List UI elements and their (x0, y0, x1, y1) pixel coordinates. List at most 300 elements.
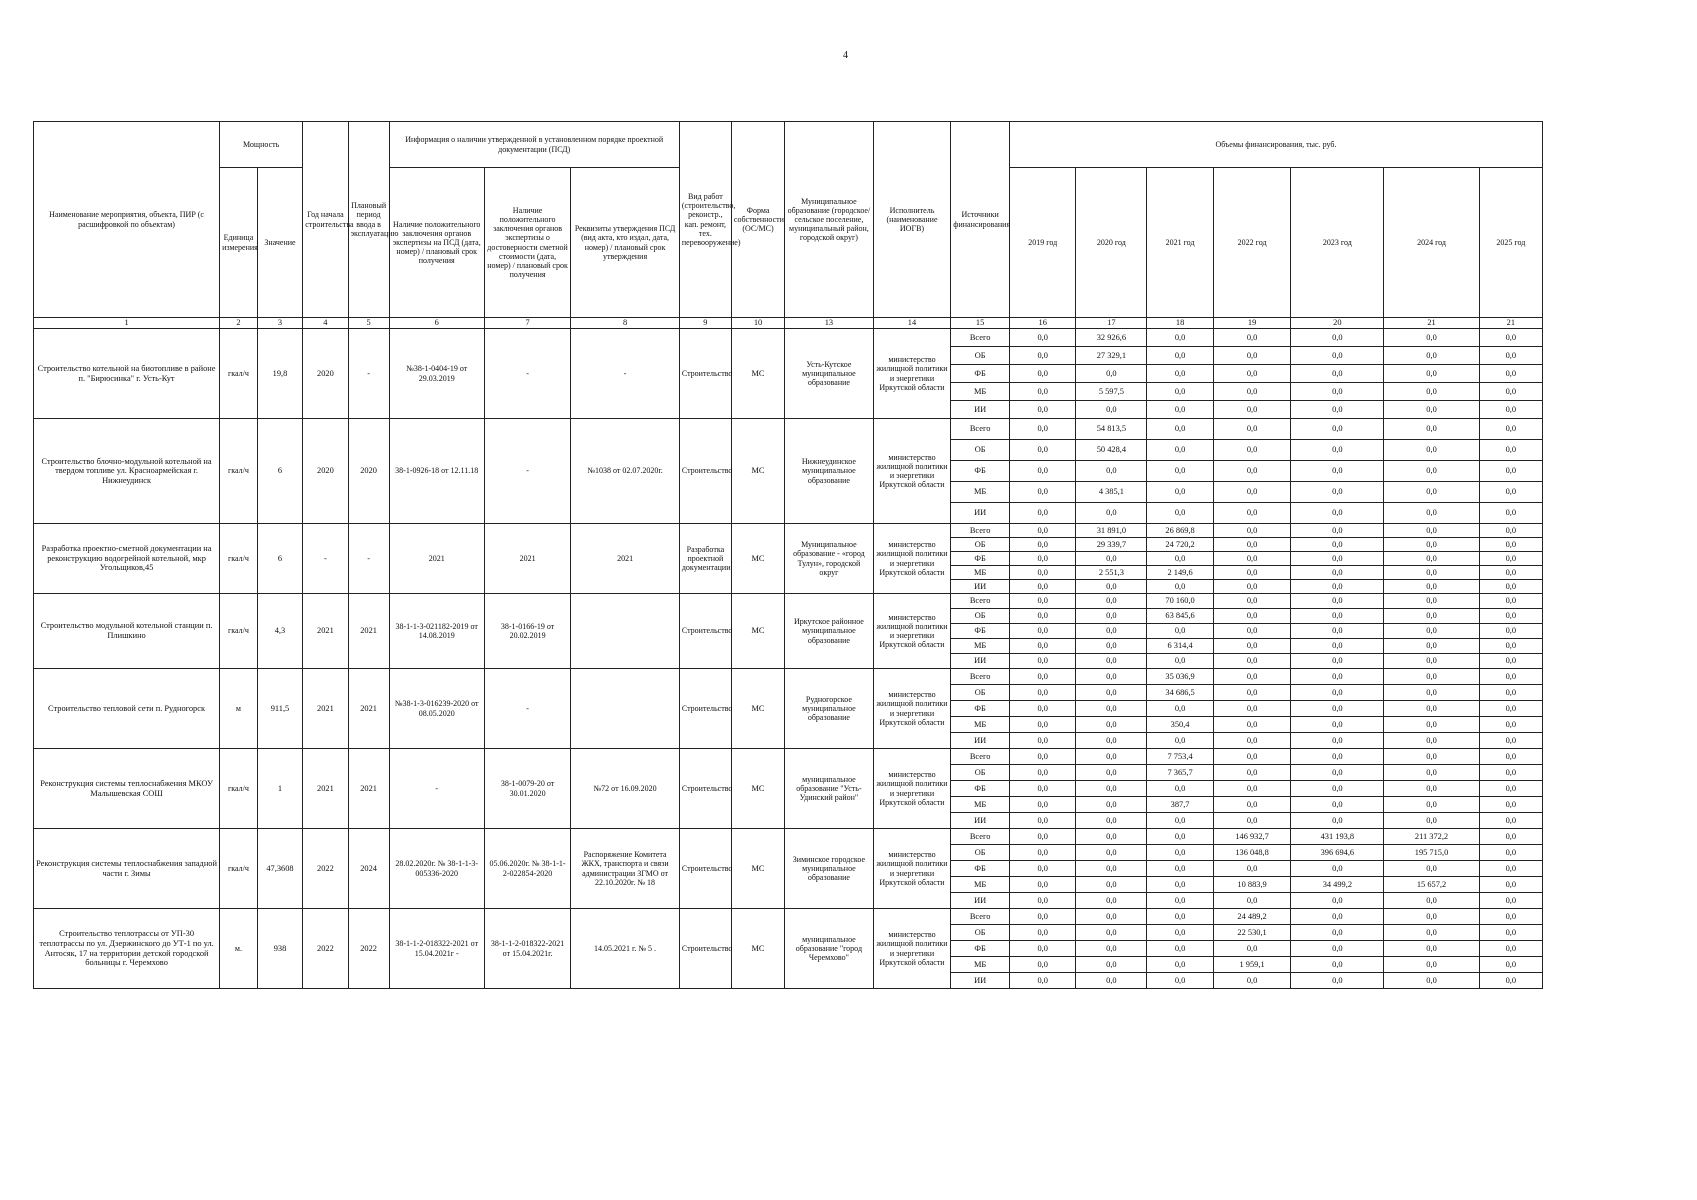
amount-cell: 0,0 (1147, 419, 1213, 440)
header-psd-expertise: Наличие положительного заключения органов экспертизы на ПСД (дата, номер) / плановый срок получения (389, 168, 484, 318)
amount-cell: 0,0 (1147, 861, 1213, 877)
amount-cell: 0,0 (1479, 580, 1542, 594)
amount-cell: 34 499,2 (1291, 877, 1384, 893)
amount-cell: 0,0 (1009, 329, 1075, 347)
value-cell: 6 (257, 419, 302, 524)
amount-cell: 0,0 (1009, 609, 1075, 624)
table-row (34, 524, 1543, 538)
start-year-cell: 2021 (303, 749, 348, 829)
amount-cell: 0,0 (1147, 401, 1213, 419)
amount-cell: 0,0 (1291, 973, 1384, 989)
source-cell: ОБ (951, 925, 1010, 941)
header-name: Наименование мероприятия, объекта, ПИР (с расшифровкой по объектам) (34, 122, 220, 318)
source-cell: ОБ (951, 538, 1010, 552)
amount-cell: 0,0 (1291, 594, 1384, 609)
amount-cell: 0,0 (1479, 347, 1542, 365)
amount-cell: 0,0 (1076, 941, 1147, 957)
amount-cell: 24 489,2 (1213, 909, 1291, 925)
start-year-cell: 2021 (303, 594, 348, 669)
amount-cell: 0,0 (1213, 893, 1291, 909)
column-number: 10 (731, 318, 784, 329)
amount-cell: 0,0 (1009, 440, 1075, 461)
source-cell: ИИ (951, 813, 1010, 829)
header-work-type: Вид работ (строительство, реконстр., кап. ремонт, тех. перевооружение) (679, 122, 731, 318)
amount-cell: 63 845,6 (1147, 609, 1213, 624)
amount-cell: 0,0 (1291, 383, 1384, 401)
amount-cell: 0,0 (1213, 973, 1291, 989)
table-row (34, 669, 1543, 685)
source-cell: МБ (951, 877, 1010, 893)
source-cell: Всего (951, 419, 1010, 440)
amount-cell: 0,0 (1384, 401, 1479, 419)
amount-cell: 0,0 (1147, 365, 1213, 383)
amount-cell: 0,0 (1291, 733, 1384, 749)
amount-cell: 0,0 (1213, 329, 1291, 347)
column-number: 16 (1009, 318, 1075, 329)
amount-cell: 0,0 (1479, 654, 1542, 669)
psd-expertise-cell: 38-1-1-2-018322-2021 от 15.04.2021г - (389, 909, 484, 989)
amount-cell: 211 372,2 (1384, 829, 1479, 845)
amount-cell: 0,0 (1009, 503, 1075, 524)
amount-cell: 0,0 (1291, 765, 1384, 781)
psd-reliability-cell: 2021 (484, 524, 570, 594)
municipality-cell: муниципальное образование "город Черемхово" (785, 909, 874, 989)
amount-cell: 0,0 (1384, 861, 1479, 877)
amount-cell: 0,0 (1076, 685, 1147, 701)
source-cell: Всего (951, 749, 1010, 765)
amount-cell: 0,0 (1009, 877, 1075, 893)
amount-cell: 0,0 (1213, 797, 1291, 813)
amount-cell: 0,0 (1291, 538, 1384, 552)
amount-cell: 0,0 (1213, 552, 1291, 566)
source-cell: ИИ (951, 893, 1010, 909)
source-cell: Всего (951, 524, 1010, 538)
source-cell: Всего (951, 594, 1010, 609)
amount-cell: 0,0 (1479, 401, 1542, 419)
amount-cell: 0,0 (1384, 503, 1479, 524)
amount-cell: 0,0 (1147, 503, 1213, 524)
source-cell: ФБ (951, 781, 1010, 797)
psd-expertise-cell: 38-1-1-3-021182-2019 от 14.08.2019 (389, 594, 484, 669)
amount-cell: 0,0 (1384, 781, 1479, 797)
ownership-cell: МС (731, 594, 784, 669)
header-planned-year: Плановый период ввода в эксплуатацию (348, 122, 389, 318)
amount-cell: 396 694,6 (1291, 845, 1384, 861)
project-name: Реконструкция системы теплоснабжения МКОУ Малышевская СОШ (34, 749, 220, 829)
psd-expertise-cell: №38-1-3-016239-2020 от 08.05.2020 (389, 669, 484, 749)
column-number: 15 (951, 318, 1010, 329)
amount-cell: 4 385,1 (1076, 482, 1147, 503)
ownership-cell: МС (731, 524, 784, 594)
header-sources: Источники финансирования (951, 122, 1010, 318)
amount-cell: 0,0 (1147, 329, 1213, 347)
amount-cell: 0,0 (1479, 861, 1542, 877)
unit-cell: гкал/ч (220, 329, 258, 419)
amount-cell: 0,0 (1479, 685, 1542, 701)
amount-cell: 10 883,9 (1213, 877, 1291, 893)
source-cell: МБ (951, 566, 1010, 580)
amount-cell: 7 365,7 (1147, 765, 1213, 781)
work-type-cell: Строительство (679, 419, 731, 524)
amount-cell: 0,0 (1147, 733, 1213, 749)
amount-cell: 0,0 (1384, 669, 1479, 685)
amount-cell: 0,0 (1479, 941, 1542, 957)
amount-cell: 0,0 (1076, 781, 1147, 797)
source-cell: ФБ (951, 461, 1010, 482)
source-cell: МБ (951, 639, 1010, 654)
amount-cell: 0,0 (1384, 365, 1479, 383)
amount-cell: 0,0 (1076, 552, 1147, 566)
amount-cell: 0,0 (1213, 654, 1291, 669)
amount-cell: 0,0 (1076, 654, 1147, 669)
amount-cell: 0,0 (1076, 749, 1147, 765)
amount-cell: 0,0 (1009, 654, 1075, 669)
source-cell: ОБ (951, 685, 1010, 701)
municipality-cell: Усть-Кутское муниципальное образование (785, 329, 874, 419)
amount-cell: 0,0 (1076, 845, 1147, 861)
amount-cell: 0,0 (1384, 538, 1479, 552)
amount-cell: 0,0 (1213, 538, 1291, 552)
amount-cell: 0,0 (1291, 639, 1384, 654)
amount-cell: 0,0 (1291, 861, 1384, 877)
amount-cell: 0,0 (1009, 461, 1075, 482)
amount-cell: 0,0 (1213, 482, 1291, 503)
amount-cell: 0,0 (1076, 765, 1147, 781)
amount-cell: 0,0 (1291, 347, 1384, 365)
table-row (34, 749, 1543, 765)
amount-cell: 0,0 (1479, 765, 1542, 781)
ownership-cell: МС (731, 329, 784, 419)
header-year: 2025 год (1479, 168, 1542, 318)
source-cell: ИИ (951, 401, 1010, 419)
psd-reliability-cell: - (484, 329, 570, 419)
header-psd: Информация о наличии утвержденной в установленном порядке проектной документации (ПСД) (389, 122, 679, 168)
amount-cell: 0,0 (1384, 797, 1479, 813)
unit-cell: гкал/ч (220, 594, 258, 669)
amount-cell: 0,0 (1479, 639, 1542, 654)
amount-cell: 0,0 (1213, 624, 1291, 639)
amount-cell: 32 926,6 (1076, 329, 1147, 347)
amount-cell: 0,0 (1479, 909, 1542, 925)
project-name: Строительство теплотрассы от УП-30 теплотрассы по ул. Дзержинского до УТ-1 по ул. Антосяк, 17 на территории детской городской больницы г. Черемхово (34, 909, 220, 989)
amount-cell: 0,0 (1009, 538, 1075, 552)
amount-cell: 0,0 (1009, 797, 1075, 813)
work-type-cell: Строительство (679, 829, 731, 909)
amount-cell: 0,0 (1147, 941, 1213, 957)
amount-cell: 0,0 (1009, 733, 1075, 749)
amount-cell: 0,0 (1479, 594, 1542, 609)
amount-cell: 0,0 (1384, 654, 1479, 669)
source-cell: Всего (951, 909, 1010, 925)
amount-cell: 0,0 (1291, 503, 1384, 524)
amount-cell: 0,0 (1291, 701, 1384, 717)
psd-reliability-cell: 38-1-1-2-018322-2021 от 15.04.2021г. (484, 909, 570, 989)
amount-cell: 0,0 (1384, 609, 1479, 624)
source-cell: ИИ (951, 654, 1010, 669)
amount-cell: 0,0 (1147, 973, 1213, 989)
amount-cell: 0,0 (1291, 749, 1384, 765)
psd-approval-cell: Распоряжение Комитета ЖКХ, транспорта и связи администрации ЗГМО от 22.10.2020г. № 18 (571, 829, 680, 909)
project-name: Строительство модульной котельной станции п. Плишкино (34, 594, 220, 669)
amount-cell: 0,0 (1009, 781, 1075, 797)
amount-cell: 0,0 (1384, 701, 1479, 717)
funding-table (33, 121, 1543, 989)
work-type-cell: Разработка проектной документации (679, 524, 731, 594)
amount-cell: 6 314,4 (1147, 639, 1213, 654)
column-number: 1 (34, 318, 220, 329)
amount-cell: 0,0 (1147, 482, 1213, 503)
header-ownership: Форма собственности (ОС/МС) (731, 122, 784, 318)
amount-cell: 0,0 (1479, 552, 1542, 566)
amount-cell: 387,7 (1147, 797, 1213, 813)
amount-cell: 0,0 (1009, 624, 1075, 639)
planned-year-cell: 2020 (348, 419, 389, 524)
amount-cell: 0,0 (1009, 482, 1075, 503)
amount-cell: 0,0 (1479, 877, 1542, 893)
amount-cell: 0,0 (1147, 383, 1213, 401)
header-year: 2024 год (1384, 168, 1479, 318)
psd-expertise-cell: 28.02.2020г. № 38-1-1-3-005336-2020 (389, 829, 484, 909)
amount-cell: 0,0 (1076, 669, 1147, 685)
amount-cell: 0,0 (1479, 419, 1542, 440)
amount-cell: 0,0 (1384, 749, 1479, 765)
amount-cell: 70 160,0 (1147, 594, 1213, 609)
amount-cell: 31 891,0 (1076, 524, 1147, 538)
amount-cell: 0,0 (1213, 861, 1291, 877)
amount-cell: 0,0 (1384, 909, 1479, 925)
amount-cell: 0,0 (1291, 797, 1384, 813)
amount-cell: 0,0 (1291, 461, 1384, 482)
amount-cell: 0,0 (1147, 829, 1213, 845)
planned-year-cell: - (348, 329, 389, 419)
amount-cell: 0,0 (1479, 609, 1542, 624)
amount-cell: 0,0 (1384, 624, 1479, 639)
amount-cell: 1 959,1 (1213, 957, 1291, 973)
amount-cell: 0,0 (1076, 503, 1147, 524)
amount-cell: 0,0 (1076, 717, 1147, 733)
table-body (34, 329, 1543, 989)
amount-cell: 0,0 (1009, 347, 1075, 365)
psd-expertise-cell: №38-1-0404-19 от 29.03.2019 (389, 329, 484, 419)
psd-approval-cell: 2021 (571, 524, 680, 594)
amount-cell: 0,0 (1009, 639, 1075, 654)
column-number: 18 (1147, 318, 1213, 329)
psd-expertise-cell: 38-1-0926-18 от 12.11.18 (389, 419, 484, 524)
amount-cell: 0,0 (1291, 669, 1384, 685)
amount-cell: 0,0 (1213, 580, 1291, 594)
amount-cell: 0,0 (1076, 957, 1147, 973)
work-type-cell: Строительство (679, 669, 731, 749)
header-unit: Единица измерения (220, 168, 258, 318)
source-cell: МБ (951, 797, 1010, 813)
unit-cell: гкал/ч (220, 829, 258, 909)
amount-cell: 0,0 (1076, 609, 1147, 624)
start-year-cell: 2022 (303, 829, 348, 909)
amount-cell: 0,0 (1213, 781, 1291, 797)
work-type-cell: Строительство (679, 329, 731, 419)
amount-cell: 0,0 (1147, 624, 1213, 639)
source-cell: ОБ (951, 845, 1010, 861)
municipality-cell: Зиминское городское муниципальное образование (785, 829, 874, 909)
amount-cell: 0,0 (1479, 365, 1542, 383)
amount-cell: 0,0 (1076, 401, 1147, 419)
amount-cell: 0,0 (1009, 552, 1075, 566)
column-number: 17 (1076, 318, 1147, 329)
amount-cell: 0,0 (1479, 461, 1542, 482)
amount-cell: 0,0 (1213, 566, 1291, 580)
column-number: 19 (1213, 318, 1291, 329)
psd-reliability-cell: - (484, 419, 570, 524)
amount-cell: 136 048,8 (1213, 845, 1291, 861)
amount-cell: 0,0 (1076, 701, 1147, 717)
municipality-cell: Рудногорское муниципальное образование (785, 669, 874, 749)
amount-cell: 50 428,4 (1076, 440, 1147, 461)
amount-cell: 0,0 (1291, 717, 1384, 733)
amount-cell: 0,0 (1009, 401, 1075, 419)
amount-cell: 146 932,7 (1213, 829, 1291, 845)
amount-cell: 0,0 (1076, 594, 1147, 609)
column-number: 21 (1384, 318, 1479, 329)
amount-cell: 0,0 (1009, 829, 1075, 845)
amount-cell: 0,0 (1479, 701, 1542, 717)
amount-cell: 7 753,4 (1147, 749, 1213, 765)
amount-cell: 0,0 (1147, 893, 1213, 909)
amount-cell: 0,0 (1479, 973, 1542, 989)
amount-cell: 0,0 (1213, 749, 1291, 765)
amount-cell: 0,0 (1291, 685, 1384, 701)
source-cell: ОБ (951, 347, 1010, 365)
project-name: Строительство блочно-модульной котельной на твердом топливе ул. Красноармейская г. Нижнеудинск (34, 419, 220, 524)
project-name: Реконструкция системы теплоснабжения западной части г. Зимы (34, 829, 220, 909)
amount-cell: 0,0 (1479, 624, 1542, 639)
value-cell: 19,8 (257, 329, 302, 419)
psd-reliability-cell: 38-1-0166-19 от 20.02.2019 (484, 594, 570, 669)
ownership-cell: МС (731, 749, 784, 829)
amount-cell: 0,0 (1076, 733, 1147, 749)
amount-cell: 0,0 (1291, 781, 1384, 797)
table-header (34, 122, 1543, 329)
amount-cell: 0,0 (1076, 797, 1147, 813)
amount-cell: 0,0 (1213, 685, 1291, 701)
work-type-cell: Строительство (679, 749, 731, 829)
amount-cell: 0,0 (1384, 524, 1479, 538)
ownership-cell: МС (731, 669, 784, 749)
source-cell: ИИ (951, 503, 1010, 524)
amount-cell: 0,0 (1213, 461, 1291, 482)
source-cell: ФБ (951, 701, 1010, 717)
amount-cell: 0,0 (1384, 639, 1479, 654)
psd-approval-cell (571, 669, 680, 749)
header-year: 2021 год (1147, 168, 1213, 318)
header-year: 2022 год (1213, 168, 1291, 318)
column-number-row (34, 318, 1543, 329)
amount-cell: 0,0 (1147, 781, 1213, 797)
amount-cell: 0,0 (1291, 440, 1384, 461)
amount-cell: 0,0 (1479, 893, 1542, 909)
amount-cell: 0,0 (1076, 580, 1147, 594)
table-row (34, 829, 1543, 845)
source-cell: Всего (951, 829, 1010, 845)
source-cell: Всего (951, 669, 1010, 685)
amount-cell: 0,0 (1213, 419, 1291, 440)
psd-approval-cell: - (571, 329, 680, 419)
amount-cell: 0,0 (1147, 925, 1213, 941)
amount-cell: 0,0 (1147, 580, 1213, 594)
amount-cell: 22 530,1 (1213, 925, 1291, 941)
amount-cell: 0,0 (1384, 419, 1479, 440)
unit-cell: гкал/ч (220, 419, 258, 524)
amount-cell: 0,0 (1384, 594, 1479, 609)
amount-cell: 34 686,5 (1147, 685, 1213, 701)
work-type-cell: Строительство (679, 594, 731, 669)
amount-cell: 0,0 (1384, 347, 1479, 365)
amount-cell: 0,0 (1291, 580, 1384, 594)
amount-cell: 0,0 (1009, 717, 1075, 733)
source-cell: ИИ (951, 580, 1010, 594)
amount-cell: 0,0 (1147, 461, 1213, 482)
amount-cell: 0,0 (1009, 685, 1075, 701)
amount-cell: 0,0 (1213, 365, 1291, 383)
source-cell: ОБ (951, 609, 1010, 624)
amount-cell: 0,0 (1009, 957, 1075, 973)
amount-cell: 0,0 (1291, 813, 1384, 829)
amount-cell: 0,0 (1384, 973, 1479, 989)
amount-cell: 0,0 (1291, 329, 1384, 347)
amount-cell: 0,0 (1479, 383, 1542, 401)
amount-cell: 0,0 (1009, 365, 1075, 383)
amount-cell: 0,0 (1213, 733, 1291, 749)
amount-cell: 0,0 (1479, 524, 1542, 538)
amount-cell: 0,0 (1213, 347, 1291, 365)
table-row (34, 419, 1543, 440)
amount-cell: 0,0 (1076, 624, 1147, 639)
unit-cell: гкал/ч (220, 749, 258, 829)
amount-cell: 24 720,2 (1147, 538, 1213, 552)
start-year-cell: 2020 (303, 419, 348, 524)
amount-cell: 0,0 (1147, 440, 1213, 461)
amount-cell: 0,0 (1213, 813, 1291, 829)
amount-cell: 0,0 (1384, 685, 1479, 701)
ownership-cell: МС (731, 419, 784, 524)
header-executor: Исполнитель (наименование ИОГВ) (873, 122, 951, 318)
amount-cell: 0,0 (1291, 524, 1384, 538)
unit-cell: м. (220, 909, 258, 989)
source-cell: МБ (951, 957, 1010, 973)
amount-cell: 0,0 (1291, 482, 1384, 503)
header-funding: Объемы финансирования, тыс. руб. (1009, 122, 1542, 168)
amount-cell: 0,0 (1147, 552, 1213, 566)
amount-cell: 0,0 (1291, 909, 1384, 925)
amount-cell: 0,0 (1479, 329, 1542, 347)
amount-cell: 0,0 (1009, 973, 1075, 989)
amount-cell: 0,0 (1479, 781, 1542, 797)
amount-cell: 0,0 (1213, 669, 1291, 685)
amount-cell: 0,0 (1291, 419, 1384, 440)
header-municipality: Муниципальное образование (городское/сельское поселение, муниципальный район, городской округ) (785, 122, 874, 318)
amount-cell: 0,0 (1213, 941, 1291, 957)
header-year: 2020 год (1076, 168, 1147, 318)
header-year: 2019 год (1009, 168, 1075, 318)
amount-cell: 0,0 (1147, 813, 1213, 829)
amount-cell: 29 339,7 (1076, 538, 1147, 552)
project-name: Строительство тепловой сети п. Рудногорск (34, 669, 220, 749)
amount-cell: 0,0 (1384, 717, 1479, 733)
amount-cell: 26 869,8 (1147, 524, 1213, 538)
amount-cell: 0,0 (1479, 749, 1542, 765)
amount-cell: 0,0 (1384, 813, 1479, 829)
source-cell: ФБ (951, 941, 1010, 957)
amount-cell: 0,0 (1009, 419, 1075, 440)
